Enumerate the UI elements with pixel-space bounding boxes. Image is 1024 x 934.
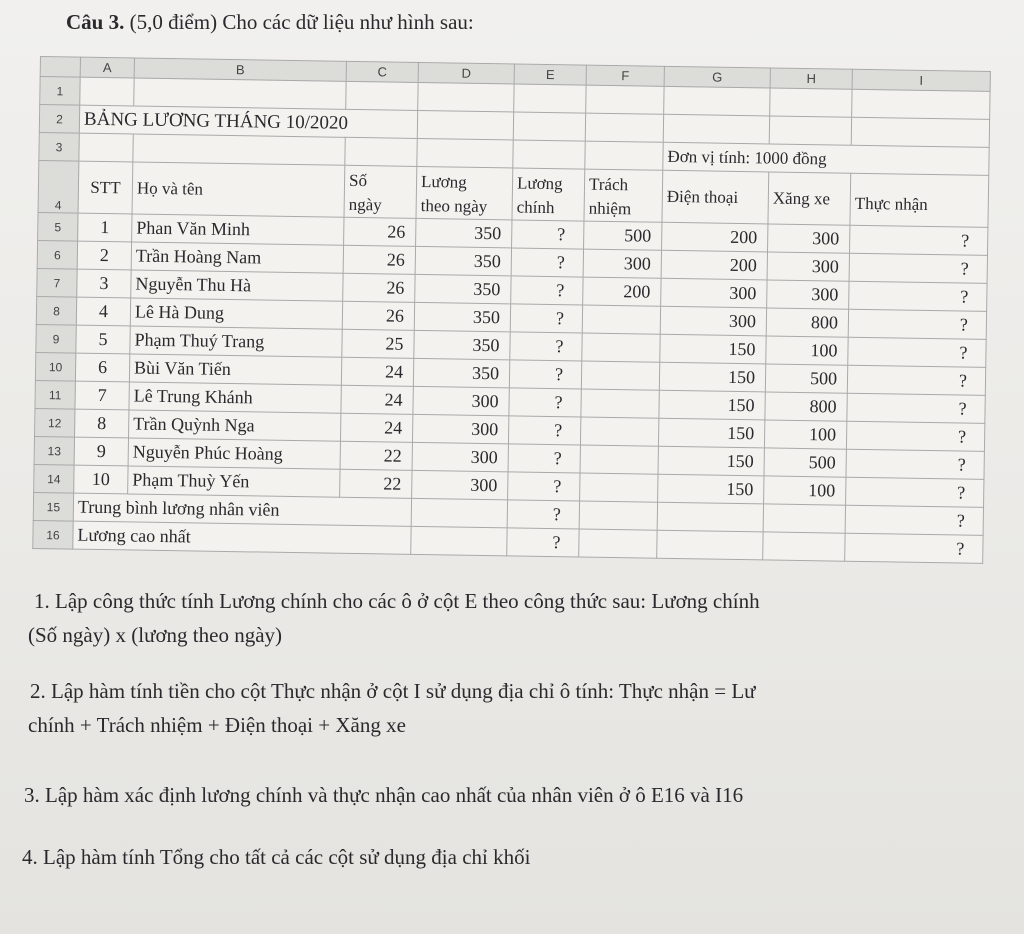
cell-phone[interactable]: 200 bbox=[661, 250, 767, 280]
cell[interactable] bbox=[79, 133, 133, 162]
header-resp-line2: nhiệm bbox=[588, 198, 632, 219]
cell[interactable] bbox=[346, 81, 418, 110]
cell-name[interactable]: Phạm Thuỳ Yến bbox=[128, 466, 340, 497]
cell-name[interactable]: Phạm Thuý Trang bbox=[130, 326, 342, 357]
cell-base[interactable]: ? bbox=[509, 388, 581, 417]
question-3: 3. Lập hàm xác định lương chính và thực nhận cao nhất của nhân viên ở ô E16 và I16 bbox=[24, 783, 744, 807]
cell-days[interactable]: 22 bbox=[340, 469, 412, 498]
cell[interactable] bbox=[586, 85, 664, 114]
cell-base[interactable]: ? bbox=[508, 444, 580, 473]
cell[interactable] bbox=[418, 82, 514, 112]
cell-resp[interactable] bbox=[580, 445, 658, 474]
header-days[interactable] bbox=[344, 165, 417, 218]
column-header-b[interactable]: B bbox=[134, 58, 346, 81]
header-days-line1: Số bbox=[348, 170, 368, 191]
cell-phone[interactable]: 150 bbox=[658, 418, 764, 448]
cell-net[interactable]: ? bbox=[849, 281, 987, 311]
cell-days[interactable]: 24 bbox=[340, 413, 412, 442]
cell-stt[interactable]: 1 bbox=[78, 213, 132, 242]
cell[interactable] bbox=[585, 113, 663, 142]
cell-stt[interactable]: 8 bbox=[75, 409, 129, 438]
cell[interactable] bbox=[585, 141, 663, 170]
cell[interactable] bbox=[579, 529, 657, 558]
average-base-cell[interactable]: ? bbox=[507, 500, 579, 529]
row-header[interactable]: 9 bbox=[36, 324, 76, 353]
cell-rate[interactable]: 350 bbox=[415, 246, 511, 276]
cell-base[interactable]: ? bbox=[511, 276, 583, 305]
header-fuel[interactable]: Xăng xe bbox=[768, 172, 851, 225]
cell-rate[interactable]: 350 bbox=[413, 358, 509, 388]
cell-resp[interactable] bbox=[581, 361, 659, 390]
question-4: 4. Lập hàm tính Tổng cho tất cả các cột sử dụng địa chỉ khối bbox=[22, 845, 531, 869]
header-base-line2: chính bbox=[516, 197, 555, 218]
cell-base[interactable]: ? bbox=[511, 248, 583, 277]
cell-fuel[interactable]: 300 bbox=[767, 280, 849, 309]
cell-rate[interactable]: 350 bbox=[414, 330, 510, 360]
cell[interactable] bbox=[763, 504, 845, 533]
cell[interactable] bbox=[345, 137, 417, 166]
row-header[interactable]: 13 bbox=[34, 436, 74, 465]
column-header-d[interactable]: D bbox=[418, 62, 514, 84]
cell-phone[interactable]: 200 bbox=[662, 222, 768, 252]
row-header[interactable]: 11 bbox=[35, 380, 75, 409]
cell-stt[interactable]: 4 bbox=[76, 297, 130, 326]
cell[interactable] bbox=[417, 138, 513, 168]
cell-days[interactable]: 24 bbox=[341, 385, 413, 414]
row-header[interactable]: 6 bbox=[37, 240, 77, 269]
cell-fuel[interactable]: 300 bbox=[767, 252, 849, 281]
column-header-f[interactable]: F bbox=[586, 65, 664, 86]
row-header[interactable]: 14 bbox=[34, 464, 74, 493]
cell[interactable] bbox=[514, 84, 586, 113]
cell-days[interactable]: 26 bbox=[343, 245, 415, 274]
cell-name[interactable]: Trần Quỳnh Nga bbox=[129, 410, 341, 441]
cell[interactable] bbox=[133, 134, 345, 165]
cell-rate[interactable]: 350 bbox=[414, 302, 510, 332]
cell-fuel[interactable]: 800 bbox=[765, 392, 847, 421]
cell-net[interactable]: ? bbox=[848, 337, 986, 367]
cell-net[interactable]: ? bbox=[847, 393, 985, 423]
cell-phone[interactable]: 150 bbox=[659, 390, 765, 420]
column-header-e[interactable]: E bbox=[514, 64, 586, 85]
max-net-cell[interactable]: ? bbox=[845, 533, 983, 563]
cell-resp[interactable] bbox=[580, 417, 658, 446]
cell[interactable] bbox=[80, 77, 134, 106]
cell-phone[interactable]: 150 bbox=[659, 362, 765, 392]
cell-days[interactable]: 25 bbox=[342, 329, 414, 358]
cell-base[interactable]: ? bbox=[509, 360, 581, 389]
cell-days[interactable]: 26 bbox=[343, 273, 415, 302]
column-header-a[interactable]: A bbox=[80, 57, 134, 78]
header-resp[interactable] bbox=[584, 169, 663, 222]
cell[interactable] bbox=[417, 110, 513, 140]
cell-resp[interactable] bbox=[582, 305, 660, 334]
cell-stt[interactable]: 3 bbox=[77, 269, 131, 298]
cell-name[interactable]: Lê Hà Dung bbox=[130, 298, 342, 329]
header-name[interactable]: Họ và tên bbox=[132, 162, 345, 217]
cell-rate[interactable]: 300 bbox=[412, 414, 508, 444]
question-2-line2: chính + Trách nhiệm + Điện thoại + Xăng xe bbox=[28, 713, 406, 737]
cell-resp[interactable] bbox=[582, 333, 660, 362]
data-rows bbox=[34, 212, 988, 507]
max-label[interactable]: Lương cao nhất bbox=[73, 521, 411, 554]
cell[interactable] bbox=[513, 140, 585, 169]
header-base-line1: Lương bbox=[516, 173, 563, 194]
question-heading bbox=[66, 10, 474, 35]
row-header[interactable]: 15 bbox=[33, 492, 73, 521]
cell[interactable] bbox=[852, 89, 990, 119]
cell-days[interactable]: 22 bbox=[340, 441, 412, 470]
cell-base[interactable]: ? bbox=[510, 304, 582, 333]
column-header-g[interactable]: G bbox=[664, 66, 770, 88]
cell-phone[interactable]: 150 bbox=[660, 334, 766, 364]
cell-phone[interactable]: 300 bbox=[661, 278, 767, 308]
cell-rate[interactable]: 300 bbox=[412, 442, 508, 472]
cell-stt[interactable]: 10 bbox=[74, 465, 128, 494]
max-base-cell[interactable]: ? bbox=[507, 528, 579, 557]
cell-days[interactable]: 26 bbox=[344, 217, 416, 246]
corner-cell[interactable] bbox=[40, 57, 80, 78]
cell[interactable] bbox=[657, 530, 763, 560]
cell[interactable] bbox=[769, 116, 851, 145]
cell-net[interactable]: ? bbox=[850, 225, 988, 255]
cell-net[interactable]: ? bbox=[846, 449, 984, 479]
cell[interactable] bbox=[763, 532, 845, 561]
cell-days[interactable]: 26 bbox=[342, 301, 414, 330]
cell-name[interactable]: Bùi Văn Tiến bbox=[129, 354, 341, 385]
row-header[interactable]: 8 bbox=[36, 296, 76, 325]
cell-resp[interactable]: 500 bbox=[584, 221, 662, 250]
cell-net[interactable]: ? bbox=[847, 365, 985, 395]
question-1-line2: (Số ngày) x (lương theo ngày) bbox=[28, 623, 283, 647]
cell[interactable] bbox=[851, 117, 989, 147]
cell-fuel[interactable]: 500 bbox=[764, 448, 846, 477]
average-label[interactable]: Trung bình lương nhân viên bbox=[73, 493, 411, 526]
cell-net[interactable]: ? bbox=[846, 421, 984, 451]
cell[interactable] bbox=[657, 502, 763, 532]
cell-days[interactable]: 24 bbox=[341, 357, 413, 386]
row-header[interactable]: 3 bbox=[39, 132, 79, 161]
column-header-h[interactable]: H bbox=[770, 68, 852, 89]
row-header[interactable]: 4 bbox=[38, 160, 79, 213]
average-net-cell[interactable]: ? bbox=[845, 505, 983, 535]
row-header[interactable]: 5 bbox=[38, 212, 78, 241]
header-stt[interactable]: STT bbox=[78, 161, 133, 214]
question-1-line1: 1. Lập công thức tính Lương chính cho các ô ở cột E theo công thức sau: Lương chính bbox=[34, 589, 760, 613]
header-resp-line1: Trách bbox=[588, 174, 629, 195]
question-2-line1: 2. Lập hàm tính tiền cho cột Thực nhận ở cột I sử dụng địa chỉ ô tính: Thực nhận = Lư bbox=[30, 679, 756, 703]
row-header[interactable]: 1 bbox=[40, 77, 80, 106]
cell-rate[interactable]: 300 bbox=[413, 386, 509, 416]
cell-base[interactable]: ? bbox=[512, 220, 584, 249]
cell-fuel[interactable]: 300 bbox=[768, 224, 850, 253]
cell[interactable] bbox=[664, 86, 770, 116]
cell-net[interactable]: ? bbox=[846, 477, 984, 507]
header-rate[interactable] bbox=[416, 166, 513, 220]
cell-stt[interactable]: 5 bbox=[76, 325, 130, 354]
cell-fuel[interactable]: 100 bbox=[764, 476, 846, 505]
cell-base[interactable]: ? bbox=[508, 416, 580, 445]
cell-resp[interactable]: 200 bbox=[583, 277, 661, 306]
cell[interactable] bbox=[411, 498, 507, 528]
cell[interactable] bbox=[663, 114, 769, 144]
cell-resp[interactable]: 300 bbox=[583, 249, 661, 278]
sheet-title[interactable]: BẢNG LƯƠNG THÁNG 10/2020 bbox=[79, 105, 417, 138]
header-days-line2: ngày bbox=[348, 194, 382, 215]
cell-base[interactable]: ? bbox=[508, 472, 580, 501]
cell-base[interactable]: ? bbox=[510, 332, 582, 361]
row-header[interactable]: 2 bbox=[39, 105, 79, 134]
header-rate-line2: theo ngày bbox=[420, 195, 488, 217]
row-header[interactable]: 10 bbox=[35, 352, 75, 381]
salary-table bbox=[32, 56, 991, 564]
spreadsheet bbox=[32, 56, 990, 581]
cell-resp[interactable] bbox=[581, 389, 659, 418]
cell-phone[interactable]: 150 bbox=[658, 446, 764, 476]
cell-net[interactable]: ? bbox=[848, 309, 986, 339]
header-net[interactable]: Thực nhận bbox=[850, 173, 989, 227]
cell-stt[interactable]: 6 bbox=[75, 353, 129, 382]
header-phone[interactable]: Điện thoại bbox=[662, 170, 769, 224]
header-base[interactable] bbox=[512, 168, 585, 221]
row-header[interactable]: 12 bbox=[35, 408, 75, 437]
cell-stt[interactable]: 2 bbox=[77, 241, 131, 270]
column-header-i[interactable]: I bbox=[852, 69, 990, 91]
cell-rate[interactable]: 350 bbox=[415, 274, 511, 304]
row-header[interactable]: 7 bbox=[37, 268, 77, 297]
cell[interactable] bbox=[579, 501, 657, 530]
cell-phone[interactable]: 300 bbox=[660, 306, 766, 336]
cell[interactable] bbox=[770, 88, 852, 117]
cell-net[interactable]: ? bbox=[849, 253, 987, 283]
question-number: Câu 3. bbox=[66, 10, 125, 34]
cell[interactable] bbox=[134, 78, 346, 109]
column-header-c[interactable]: C bbox=[346, 61, 418, 82]
cell-phone[interactable]: 150 bbox=[658, 474, 764, 504]
cell-fuel[interactable]: 100 bbox=[764, 420, 846, 449]
cell-fuel[interactable]: 800 bbox=[766, 308, 848, 337]
cell-rate[interactable]: 300 bbox=[412, 470, 508, 500]
header-rate-line1: Lương bbox=[420, 172, 467, 192]
cell-name[interactable]: Phan Văn Minh bbox=[132, 214, 344, 245]
cell-name[interactable]: Trần Hoàng Nam bbox=[131, 242, 343, 273]
unit-note[interactable]: Đơn vị tính: 1000 đồng bbox=[663, 142, 989, 175]
cell-stt[interactable]: 7 bbox=[75, 381, 129, 410]
cell-fuel[interactable]: 500 bbox=[765, 364, 847, 393]
question-text: (5,0 điểm) Cho các dữ liệu như hình sau: bbox=[129, 10, 474, 34]
cell-rate[interactable]: 350 bbox=[416, 218, 512, 248]
cell[interactable] bbox=[513, 112, 585, 141]
cell-stt[interactable]: 9 bbox=[74, 437, 128, 466]
cell-fuel[interactable]: 100 bbox=[766, 336, 848, 365]
row-header[interactable]: 16 bbox=[33, 520, 73, 549]
cell-name[interactable]: Nguyễn Phúc Hoàng bbox=[128, 438, 340, 469]
cell-name[interactable]: Nguyễn Thu Hà bbox=[131, 270, 343, 301]
cell[interactable] bbox=[411, 526, 507, 556]
cell-name[interactable]: Lê Trung Khánh bbox=[129, 382, 341, 413]
cell-resp[interactable] bbox=[580, 473, 658, 502]
